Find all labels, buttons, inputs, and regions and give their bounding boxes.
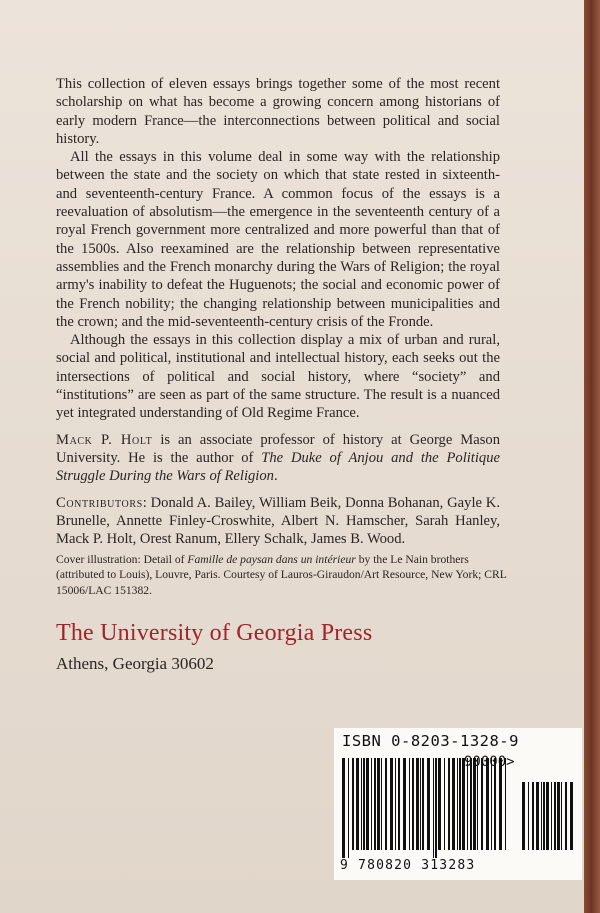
barcode-bar bbox=[356, 758, 359, 850]
barcode-bar bbox=[561, 782, 562, 850]
publisher-name: The University of Georgia Press bbox=[56, 620, 373, 646]
ean-number: 9 780820 313283 bbox=[340, 858, 476, 873]
description-paragraph-1: This collection of eleven essays brings together some of the most recent scholarship on what has become a growing concern among historians of early modern France—the interconnections between political and social history. bbox=[56, 76, 500, 147]
barcode-bar bbox=[381, 758, 382, 850]
barcode-bar bbox=[570, 782, 573, 850]
barcode-bar bbox=[459, 758, 461, 850]
barcode-bar bbox=[522, 782, 525, 850]
barcode-bar bbox=[363, 758, 365, 850]
description-paragraph-2: All the essays in this volume deal in some way with the relationship between the state and the society on which that state rested in sixteenth- and seventeenth-century France. A common focus of the essays is a reevaluation of absolutism—the emergence in the seventeenth century of a royal French government more centralized and more powerful than that of the 1500s. Also reexamined are the relationship between representative assemblies and the French monarchy during the Wars of Religion; the royal army's inability to defeat the Huguenots; the social and economic power of the French nobility; the changing relationship between municipalities and the crown; and the mid-seventeenth-century crisis of the Fronde. bbox=[56, 149, 500, 330]
description-text bbox=[56, 75, 500, 548]
barcode-bar bbox=[348, 758, 349, 858]
barcode-bar bbox=[543, 782, 545, 850]
addon-barcode bbox=[522, 782, 576, 858]
barcode-bar bbox=[481, 758, 483, 850]
barcode-bar bbox=[435, 758, 437, 858]
credit-suffix: by the Le Nain brothers (attributed to Louis), Louvre, Paris. Courtesy of Lauros-Giraudon/Art Resource, New York; CRL 15006/LAC 151382. bbox=[56, 553, 507, 597]
contributors-list: : Donald A. Bailey, William Beik, Donna Bohanan, Gayle K. Brunelle, Annette Finley-Croswhite, Albert N. Hamscher, Sarah Hanley, Mack P. Holt, Orest Ranum, Ellery Schalk, James B. Wood. bbox=[56, 494, 500, 548]
barcode-bar bbox=[416, 758, 419, 850]
barcode-bar bbox=[395, 758, 396, 850]
credit-painting-title: Famille de paysan dans un intérieur bbox=[187, 553, 356, 566]
barcode-bar bbox=[403, 758, 406, 850]
barcode-bar bbox=[536, 782, 539, 850]
barcode-bar bbox=[412, 758, 414, 850]
barcode-bar bbox=[470, 758, 472, 850]
description-paragraph-3: Although the essays in this collection display a mix of urban and rural, social and political, institutional and intellectual history, each seeks out the intersections of political and social history, where “society” and “institutions” are seen as part of the same structure. The result is a nuanced yet integrated understanding of Old Regime France. bbox=[56, 332, 500, 422]
contributors bbox=[56, 494, 500, 549]
barcode-bar bbox=[457, 758, 458, 850]
barcode-bar bbox=[371, 758, 372, 850]
barcode-bar bbox=[541, 782, 542, 850]
barcode-bar bbox=[528, 782, 529, 850]
barcode-bar bbox=[462, 758, 465, 850]
barcode-bar bbox=[557, 782, 560, 850]
barcode-bar bbox=[409, 758, 410, 850]
barcode-bar bbox=[491, 758, 492, 850]
publisher-address: Athens, Georgia 30602 bbox=[56, 654, 214, 673]
barcode-bar bbox=[505, 758, 506, 850]
barcode-bar bbox=[551, 782, 552, 850]
price-addon-code: 90000> bbox=[464, 754, 515, 770]
editor-bio-text: is an associate professor of history at George Mason University. He is the author of bbox=[56, 431, 500, 466]
editor-bio-end: . bbox=[273, 468, 278, 485]
barcode-bar bbox=[499, 758, 502, 850]
barcode-bar bbox=[366, 758, 369, 850]
barcode-bar bbox=[427, 758, 430, 850]
barcode-label bbox=[334, 728, 582, 880]
contributors-label: Contributors bbox=[56, 494, 143, 511]
isbn-number: ISBN 0-8203-1328-9 bbox=[342, 732, 519, 750]
barcode-bar bbox=[452, 758, 455, 850]
barcode-bar bbox=[444, 758, 445, 850]
barcode-bar bbox=[473, 758, 476, 850]
editor-name: Mack P. Holt bbox=[56, 431, 153, 448]
barcode-bar bbox=[438, 758, 441, 850]
barcode-bar bbox=[448, 758, 450, 850]
barcode-bar bbox=[546, 782, 549, 850]
barcode-bar bbox=[385, 758, 387, 850]
barcode-bar bbox=[352, 758, 354, 850]
barcode-bar bbox=[433, 758, 434, 858]
barcode-bar bbox=[532, 782, 534, 850]
barcode-bar bbox=[420, 758, 421, 850]
credit-prefix: Cover illustration: Detail of bbox=[56, 553, 188, 566]
barcode-bar bbox=[361, 758, 362, 850]
barcode-bar bbox=[374, 758, 376, 850]
barcode-bar bbox=[422, 758, 424, 850]
barcode-bar bbox=[477, 758, 478, 850]
barcode-bar bbox=[467, 758, 468, 850]
spine-edge bbox=[584, 0, 600, 913]
editor-book-title: The Duke of Anjou and the Politique Struggle During the Wars of Religion bbox=[56, 449, 500, 485]
barcode-bar bbox=[565, 782, 567, 850]
barcode-bar bbox=[377, 758, 380, 850]
ean-barcode bbox=[342, 758, 510, 858]
barcode-bar bbox=[494, 758, 496, 850]
cover-illustration-credit bbox=[56, 552, 516, 598]
editor-bio bbox=[56, 431, 500, 486]
barcode-bar bbox=[554, 782, 556, 850]
barcode-bar bbox=[342, 758, 345, 858]
barcode-bar bbox=[398, 758, 400, 850]
barcode-bar bbox=[390, 758, 393, 850]
barcode-bar bbox=[486, 758, 489, 850]
